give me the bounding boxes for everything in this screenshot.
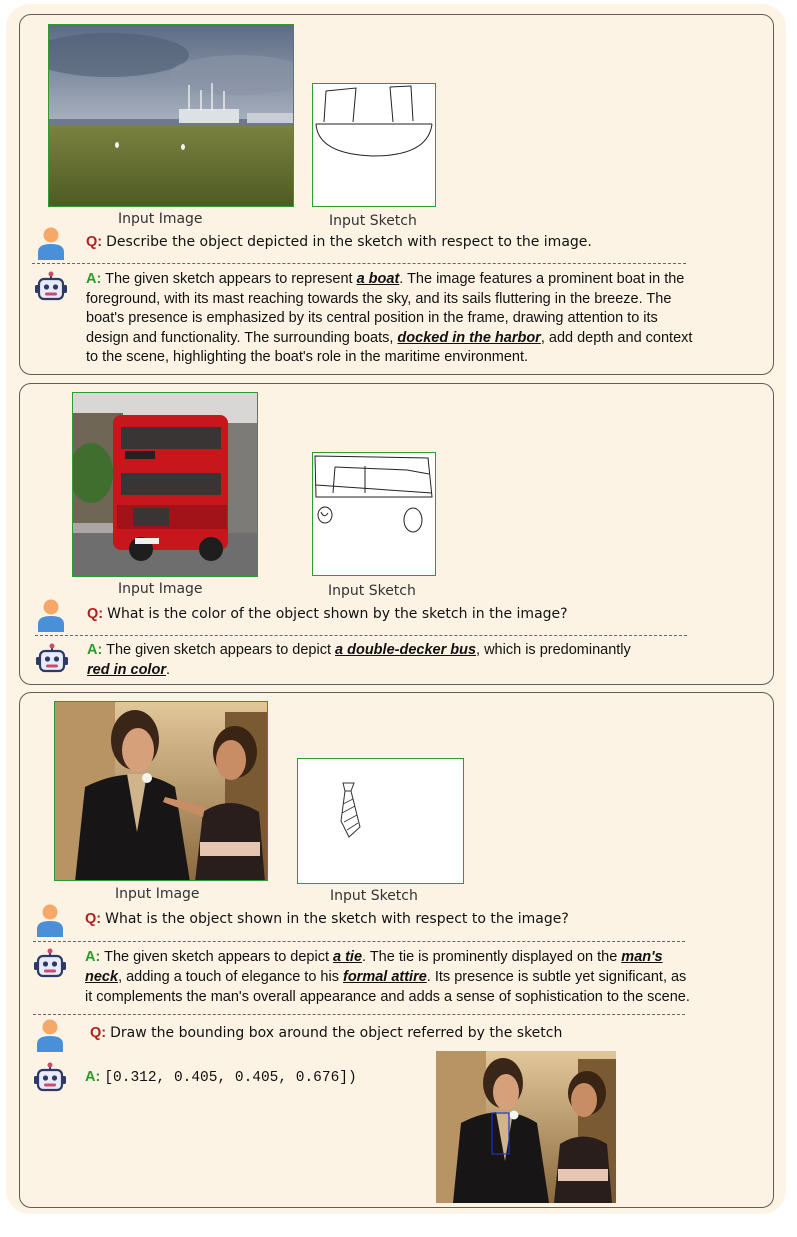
answer-text: The given sketch appears to represent bbox=[105, 271, 357, 287]
caption-input-image: Input Image bbox=[118, 581, 203, 597]
answer-1-line-1 bbox=[86, 270, 684, 290]
question-text: Describe the object depicted in the sketch with respect to the image. bbox=[106, 234, 592, 250]
question-text: What is the color of the object shown by the sketch in the image? bbox=[107, 606, 568, 622]
answer-1-line-2: foreground, with its mast reaching towards the sky, and its sails fluttering in the breeze. The bbox=[86, 291, 672, 307]
question-text: What is the object shown in the sketch with respect to the image? bbox=[105, 911, 569, 927]
highlight-mans: man's bbox=[621, 949, 663, 965]
question-text: Draw the bounding box around the object referred by the sketch bbox=[110, 1025, 563, 1041]
answer-text: The given sketch appears to depict bbox=[104, 949, 334, 965]
input-sketch-bus bbox=[312, 452, 436, 576]
answer-2-line-2 bbox=[87, 661, 170, 681]
output-image-with-bbox bbox=[436, 1051, 616, 1203]
caption-input-sketch: Input Sketch bbox=[328, 583, 416, 599]
user-icon bbox=[36, 598, 66, 632]
answer-text: design and functionality. The surrounding boats, bbox=[86, 330, 398, 346]
question-label: Q: bbox=[86, 234, 103, 250]
answer-label: A: bbox=[86, 271, 102, 287]
question-3 bbox=[85, 910, 569, 930]
answer-text: . The tie is prominently displayed on the bbox=[362, 949, 622, 965]
user-icon bbox=[35, 903, 65, 937]
answer-text: , add depth and context bbox=[540, 330, 693, 346]
answer-1-line-3: boat's presence is emphasized by its central position in the frame, drawing attention to its bbox=[86, 310, 658, 326]
answer-2-line-1 bbox=[87, 641, 631, 661]
highlight-a-tie: a tie bbox=[333, 949, 363, 965]
separator bbox=[33, 941, 685, 942]
robot-icon bbox=[34, 271, 68, 305]
highlight-formal-attire: formal attire bbox=[342, 969, 427, 985]
answer-text: . bbox=[165, 662, 170, 678]
answer-text: The given sketch appears to depict bbox=[106, 642, 336, 658]
input-image-couple bbox=[54, 701, 268, 881]
robot-icon bbox=[35, 643, 69, 677]
answer-text: . The image features a prominent boat in the bbox=[399, 271, 685, 287]
robot-icon bbox=[33, 948, 67, 982]
answer-text: . Its presence is subtle yet significant, as bbox=[426, 969, 687, 985]
separator bbox=[33, 1014, 685, 1015]
question-1 bbox=[86, 233, 592, 253]
highlight-neck: neck bbox=[85, 969, 119, 985]
separator bbox=[32, 263, 686, 264]
answer-text: , which is predominantly bbox=[476, 642, 631, 658]
answer-text: , adding a touch of elegance to his bbox=[118, 969, 343, 985]
highlight-docked-in-the-harbor: docked in the harbor bbox=[397, 330, 541, 346]
answer-4 bbox=[85, 1068, 357, 1089]
separator bbox=[35, 635, 687, 636]
answer-1-line-5: to the scene, highlighting the boat's role in the maritime environment. bbox=[86, 349, 529, 365]
caption-input-image: Input Image bbox=[115, 886, 200, 902]
answer-3-line-2 bbox=[85, 968, 686, 988]
user-icon bbox=[36, 226, 66, 260]
input-image-bus bbox=[72, 392, 258, 577]
caption-input-image: Input Image bbox=[118, 211, 203, 227]
answer-3-line-1 bbox=[85, 948, 663, 968]
question-4 bbox=[90, 1024, 562, 1044]
highlight-red-in-color: red in color bbox=[87, 662, 166, 678]
input-sketch-boat bbox=[312, 83, 436, 207]
question-label: Q: bbox=[85, 911, 102, 927]
bounding-box-coordinates: [0.312, 0.405, 0.405, 0.676]) bbox=[104, 1070, 357, 1086]
answer-3-line-3: it complements the man's overall appearance and adds a sense of sophistication to the scene. bbox=[85, 989, 690, 1005]
question-label: Q: bbox=[90, 1025, 107, 1041]
answer-1-line-4 bbox=[86, 329, 692, 349]
question-2 bbox=[87, 605, 568, 625]
question-label: Q: bbox=[87, 606, 104, 622]
highlight-double-decker-bus: a double-decker bus bbox=[335, 642, 477, 658]
robot-icon bbox=[33, 1062, 67, 1096]
answer-label: A: bbox=[87, 642, 103, 658]
highlight-a-boat: a boat bbox=[356, 271, 400, 287]
input-image-harbor bbox=[48, 24, 294, 207]
caption-input-sketch: Input Sketch bbox=[329, 213, 417, 229]
user-icon bbox=[35, 1018, 65, 1052]
answer-label: A: bbox=[85, 1069, 101, 1085]
input-sketch-tie bbox=[297, 758, 464, 884]
answer-label: A: bbox=[85, 949, 101, 965]
caption-input-sketch: Input Sketch bbox=[330, 888, 418, 904]
